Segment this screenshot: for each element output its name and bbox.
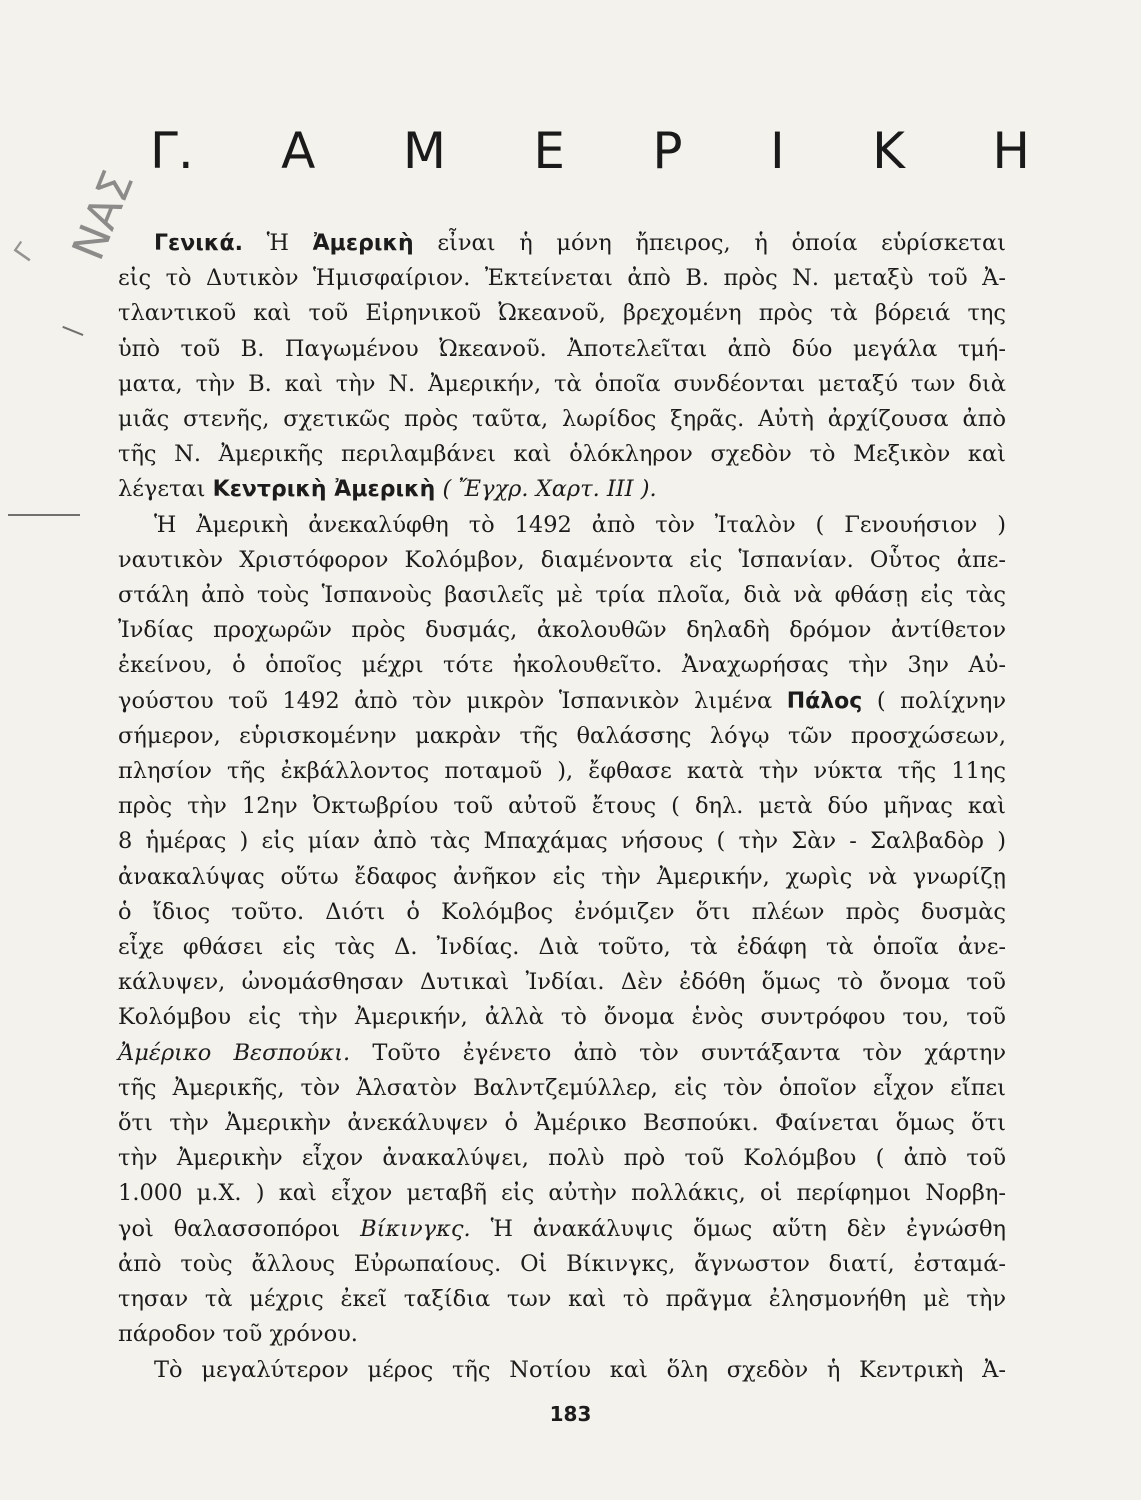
text-line: ματα, τὴν Β. καὶ τὴν Ν. Ἀμερικήν, τὰ ὁποῖα συνδέονται μεταξύ των διὰ bbox=[118, 370, 1006, 397]
page-number: 183 bbox=[549, 1402, 592, 1426]
body-text bbox=[118, 226, 1006, 1388]
bold-term: Πάλος bbox=[786, 688, 863, 714]
text-line bbox=[118, 472, 1006, 507]
margin-pencil-stroke bbox=[63, 326, 84, 336]
text-run: γούστου τοῦ 1492 ἀπὸ τὸν μικρὸν Ἱσπανικὸν λιμένα bbox=[118, 687, 787, 714]
text-run: Ἡ bbox=[242, 230, 313, 256]
text-line: ὁ ἴδιος τοῦτο. Διότι ὁ Κολόμβος ἐνόμιζεν ὅτι πλέων πρὸς δυσμὰς bbox=[118, 898, 1006, 925]
text-line bbox=[118, 1036, 1006, 1071]
text-line: εἰς τὸ Δυτικὸν Ἡμισφαίριον. Ἐκτείνεται ἀπὸ Β. πρὸς Ν. μεταξὺ τοῦ Ἀ- bbox=[118, 265, 1006, 292]
text-line: ὅτι τὴν Ἀμερικὴν ἀνεκάλυψεν ὁ Ἀμέρικο Βεσπούκι. Φαίνεται ὅμως ὅτι bbox=[118, 1110, 1006, 1137]
text-line: Ἡ Ἀμερικὴ ἀνεκαλύφθη τὸ 1492 ἀπὸ τὸν Ἰταλὸν ( Γενουήσιον ) bbox=[154, 511, 1006, 538]
bold-term: Ἀμερικὴ bbox=[312, 231, 414, 256]
text-run: γοὶ θαλασσοπόροι bbox=[118, 1215, 361, 1242]
title-letter: Ι bbox=[769, 122, 785, 180]
handwritten-margin-note: ΝΑΣ bbox=[62, 163, 145, 268]
text-line: ναυτικὸν Χριστόφορον Κολόμβον, διαμένοντα εἰς Ἱσπανίαν. Οὗτος ἀπε- bbox=[118, 546, 1006, 573]
text-run: εἶναι ἡ μόνη ἤπειρος, ἡ ὁποία εὑρίσκεται bbox=[413, 230, 1006, 256]
text-run: ( πολίχνην bbox=[862, 687, 1006, 714]
italic-name: Ἀμέρικο Βεσπούκι. bbox=[118, 1039, 351, 1066]
text-line: ἀπὸ τοὺς ἄλλους Εὐρωπαίους. Οἱ Βίκινγκς, ἄγνωστον διατί, ἐσταμά- bbox=[118, 1250, 1006, 1277]
text-line: ἀνακαλύψας οὕτω ἔδαφος ἀνῆκον εἰς τὴν Ἀμερικήν, χωρὶς νὰ γνωρίζῃ bbox=[118, 863, 1006, 890]
text-line: πρὸς τὴν 12ην Ὀκτωβρίου τοῦ αὐτοῦ ἔτους ( δηλ. μετὰ δύο μῆνας καὶ bbox=[118, 793, 1006, 820]
text-line: κάλυψεν, ὠνομάσθησαν Δυτικαὶ Ἰνδίαι. Δὲν ἐδόθη ὅμως τὸ ὄνομα τοῦ bbox=[118, 969, 1006, 996]
text-line: τῆς Ἀμερικῆς, τὸν Ἀλσατὸν Βαλντζεμύλλερ, εἰς τὸν ὁποῖον εἶχον εἴπει bbox=[118, 1074, 1006, 1101]
handwritten-margin-note: Γ bbox=[8, 238, 42, 268]
text-line: τῆς Ν. Ἀμερικῆς περιλαμβάνει καὶ ὁλόκληρον σχεδὸν τὸ Μεξικὸν καὶ bbox=[118, 441, 1006, 468]
text-line: σήμερον, εὑρισκομένην μακρὰν τῆς θαλάσσης λόγῳ τῶν προσχώσεων, bbox=[118, 722, 1006, 749]
text-line: Κολόμβου εἰς τὴν Ἀμερικήν, ἀλλὰ τὸ ὄνομα ἑνὸς συντρόφου του, τοῦ bbox=[118, 1004, 1006, 1031]
text-line: τησαν τὰ μέχρις ἐκεῖ ταξίδια των καὶ τὸ πρᾶγμα ἐλησμονήθη μὲ τὴν bbox=[118, 1286, 1006, 1313]
text-line: εἶχε φθάσει εἰς τὰς Δ. Ἰνδίας. Διὰ τοῦτο, τὰ ἐδάφη τὰ ὁποῖα ἀνε- bbox=[118, 934, 1006, 961]
chapter-title bbox=[150, 122, 1030, 180]
title-letter: Μ bbox=[402, 122, 446, 180]
section-heading: Γενικά. bbox=[154, 231, 243, 256]
text-line: μιᾶς στενῆς, σχετικῶς πρὸς ταῦτα, λωρίδος ξηρᾶς. Αὐτὴ ἀρχίζουσα ἀπὸ bbox=[118, 406, 1006, 433]
text-line: τλαντικοῦ καὶ τοῦ Εἰρηνικοῦ Ὠκεανοῦ, βρεχομένη πρὸς τὰ βόρειά της bbox=[118, 300, 1006, 327]
title-letter: Κ bbox=[872, 122, 905, 180]
text-line: 1.000 μ.Χ. ) καὶ εἶχον μεταβῆ εἰς αὐτὴν πολλάκις, οἱ περίφημοι Νορβη- bbox=[118, 1180, 1006, 1207]
bold-term: Κεντρικὴ Ἀμερικὴ bbox=[212, 477, 436, 503]
text-line: Ἰνδίας προχωρῶν πρὸς δυσμάς, ἀκολουθῶν δηλαδὴ δρόμον ἀντίθετον bbox=[118, 617, 1006, 644]
text-line: 8 ἡμέρας ) εἰς μίαν ἀπὸ τὰς Μπαχάμας νήσους ( τὴν Σὰν - Σαλβαδὸρ ) bbox=[118, 828, 1006, 855]
text-line: Τὸ μεγαλύτερον μέρος τῆς Νοτίου καὶ ὅλη σχεδὸν ἡ Κεντρικὴ Ἀ- bbox=[154, 1356, 1006, 1383]
title-letter: Ε bbox=[533, 122, 565, 180]
text-run: Τοῦτο ἐγένετο ἀπὸ τὸν συντάξαντα τὸν χάρτην bbox=[350, 1039, 1006, 1066]
map-reference: ( Ἔγχρ. Χαρτ. III ). bbox=[435, 476, 657, 503]
title-letter: Ρ bbox=[652, 122, 683, 180]
text-run: Ἡ ἀνακάλυψις ὅμως αὕτη δὲν ἐγνώσθη bbox=[470, 1215, 1006, 1242]
text-line bbox=[118, 1212, 1006, 1247]
text-line bbox=[118, 226, 1006, 261]
text-line: πάροδον τοῦ χρόνου. bbox=[118, 1321, 358, 1348]
text-line: ἐκείνου, ὁ ὁποῖος μέχρι τότε ἠκολουθεῖτο. Ἀναχωρήσας τὴν 3ην Αὐ- bbox=[118, 652, 1006, 679]
text-line: ὑπὸ τοῦ Β. Παγωμένου Ὠκεανοῦ. Ἀποτελεῖται ἀπὸ δύο μεγάλα τμή- bbox=[118, 335, 1006, 362]
text-line: τὴν Ἀμερικὴν εἶχον ἀνακαλύψει, πολὺ πρὸ τοῦ Κολόμβου ( ἀπὸ τοῦ bbox=[118, 1145, 1006, 1172]
text-run: λέγεται bbox=[118, 476, 213, 503]
text-line: στάλη ἀπὸ τοὺς Ἱσπανοὺς βασιλεῖς μὲ τρία πλοῖα, διὰ νὰ φθάσῃ εἰς τὰς bbox=[118, 582, 1006, 609]
text-line: πλησίον τῆς ἐκβάλλοντος ποταμοῦ ), ἔφθασε κατὰ τὴν νύκτα τῆς 11ης bbox=[118, 758, 1006, 785]
italic-name: Βίκινγκς. bbox=[360, 1215, 471, 1242]
title-letter: Α bbox=[281, 122, 316, 180]
margin-pencil-line bbox=[8, 514, 80, 516]
title-letter: Γ. bbox=[150, 122, 194, 180]
text-line bbox=[118, 684, 1006, 719]
title-letter: Η bbox=[992, 122, 1030, 180]
